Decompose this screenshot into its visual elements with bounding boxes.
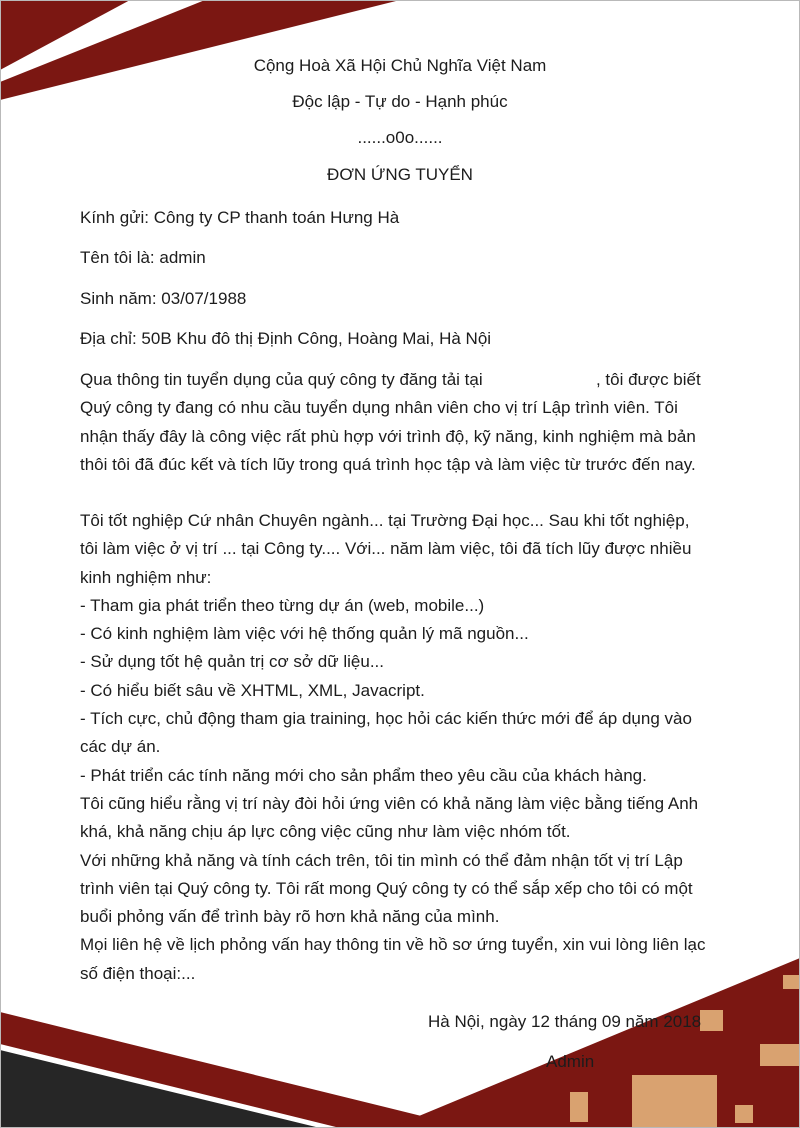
bullet-item: - Sử dụng tốt hệ quản trị cơ sở dữ liệu... — [80, 652, 384, 672]
paragraph-line: khá, khả năng chịu áp lực công việc cũng như làm việc nhóm tốt. — [80, 822, 571, 842]
paragraph-line: số điện thoại:... — [80, 963, 196, 983]
paragraph-line: Mọi liên hệ về lịch phỏng vấn hay thông tin về hồ sơ ứng tuyển, xin vui lòng liên lạc — [80, 935, 706, 955]
bullet-item: - Tích cực, chủ động tham gia training, học hỏi các kiến thức mới để áp dụng vào — [80, 709, 692, 729]
paragraph-line: Tôi tốt nghiệp Cứ nhân Chuyên ngành... tại Trường Đại học... Sau khi tốt nghiệp, — [80, 511, 690, 530]
paragraph-line: trình viên tại Quý công ty. Tôi rất mong Quý công ty có thể sắp xếp cho tôi có một — [80, 878, 693, 898]
paragraph-line: Tôi cũng hiểu rằng vị trí này đòi hỏi ứng viên có khả năng làm việc bằng tiếng Anh — [80, 793, 699, 813]
nation-heading: Cộng Hoà Xã Hội Chủ Nghĩa Việt Nam — [253, 56, 547, 75]
bullet-item-continued: các dự án. — [80, 737, 161, 757]
signature-name: Admin — [546, 1052, 595, 1071]
bullet-item: - Phát triển các tính năng mới cho sản phẩm theo yêu cầu của khách hàng. — [80, 765, 647, 785]
motto-heading: Độc lập - Tự do - Hạnh phúc — [292, 92, 508, 111]
name-line: Tên tôi là: admin — [80, 248, 206, 267]
paragraph-line: thôi tôi đã đúc kết và tích lũy trong quá trình học tập và làm việc từ trước đến nay. — [80, 454, 696, 474]
bullet-item: - Có kinh nghiệm làm việc với hệ thống quản lý mã nguồn... — [80, 624, 529, 644]
birth-line: Sinh năm: 03/07/1988 — [80, 289, 247, 308]
paragraph-line: kinh nghiệm như: — [80, 567, 212, 587]
bullet-item: - Có hiểu biết sâu về XHTML, XML, Javacript. — [80, 680, 425, 700]
paragraph-line: tôi làm việc ở vị trí ... tại Công ty.... Với... năm làm việc, tôi đã tích lũy được nhiều — [80, 539, 692, 559]
bullet-item: - Tham gia phát triển theo từng dự án (web, mobile...) — [80, 595, 485, 615]
address-line: Địa chỉ: 50B Khu đô thị Định Công, Hoàng Mai, Hà Nội — [80, 329, 492, 348]
paragraph-line: Quý công ty đang có nhu cầu tuyển dụng nhân viên cho vị trí Lập trình viên. Tôi — [80, 398, 678, 418]
document-title: ĐƠN ỨNG TUYỂN — [327, 165, 473, 184]
paragraph-line: nhận thấy đây là công việc rất phù hợp với trình độ, kỹ năng, kinh nghiệm mà bản — [80, 426, 696, 446]
ornament-divider: ......o0o...... — [357, 128, 443, 147]
date-line: Hà Nội, ngày 12 tháng 09 năm 2018 — [428, 1012, 702, 1031]
recipient-line: Kính gửi: Công ty CP thanh toán Hưng Hà — [80, 208, 400, 227]
paragraph-line: Với những khả năng và tính cách trên, tôi tin mình có thể đảm nhận tốt vị trí Lập — [80, 850, 683, 870]
paragraph-line: buổi phỏng vấn để trình bày rõ hơn khả năng của mình. — [80, 907, 500, 927]
paragraph-line: Qua thông tin tuyển dụng của quý công ty đăng tải tại , tôi được biết — [80, 370, 701, 389]
